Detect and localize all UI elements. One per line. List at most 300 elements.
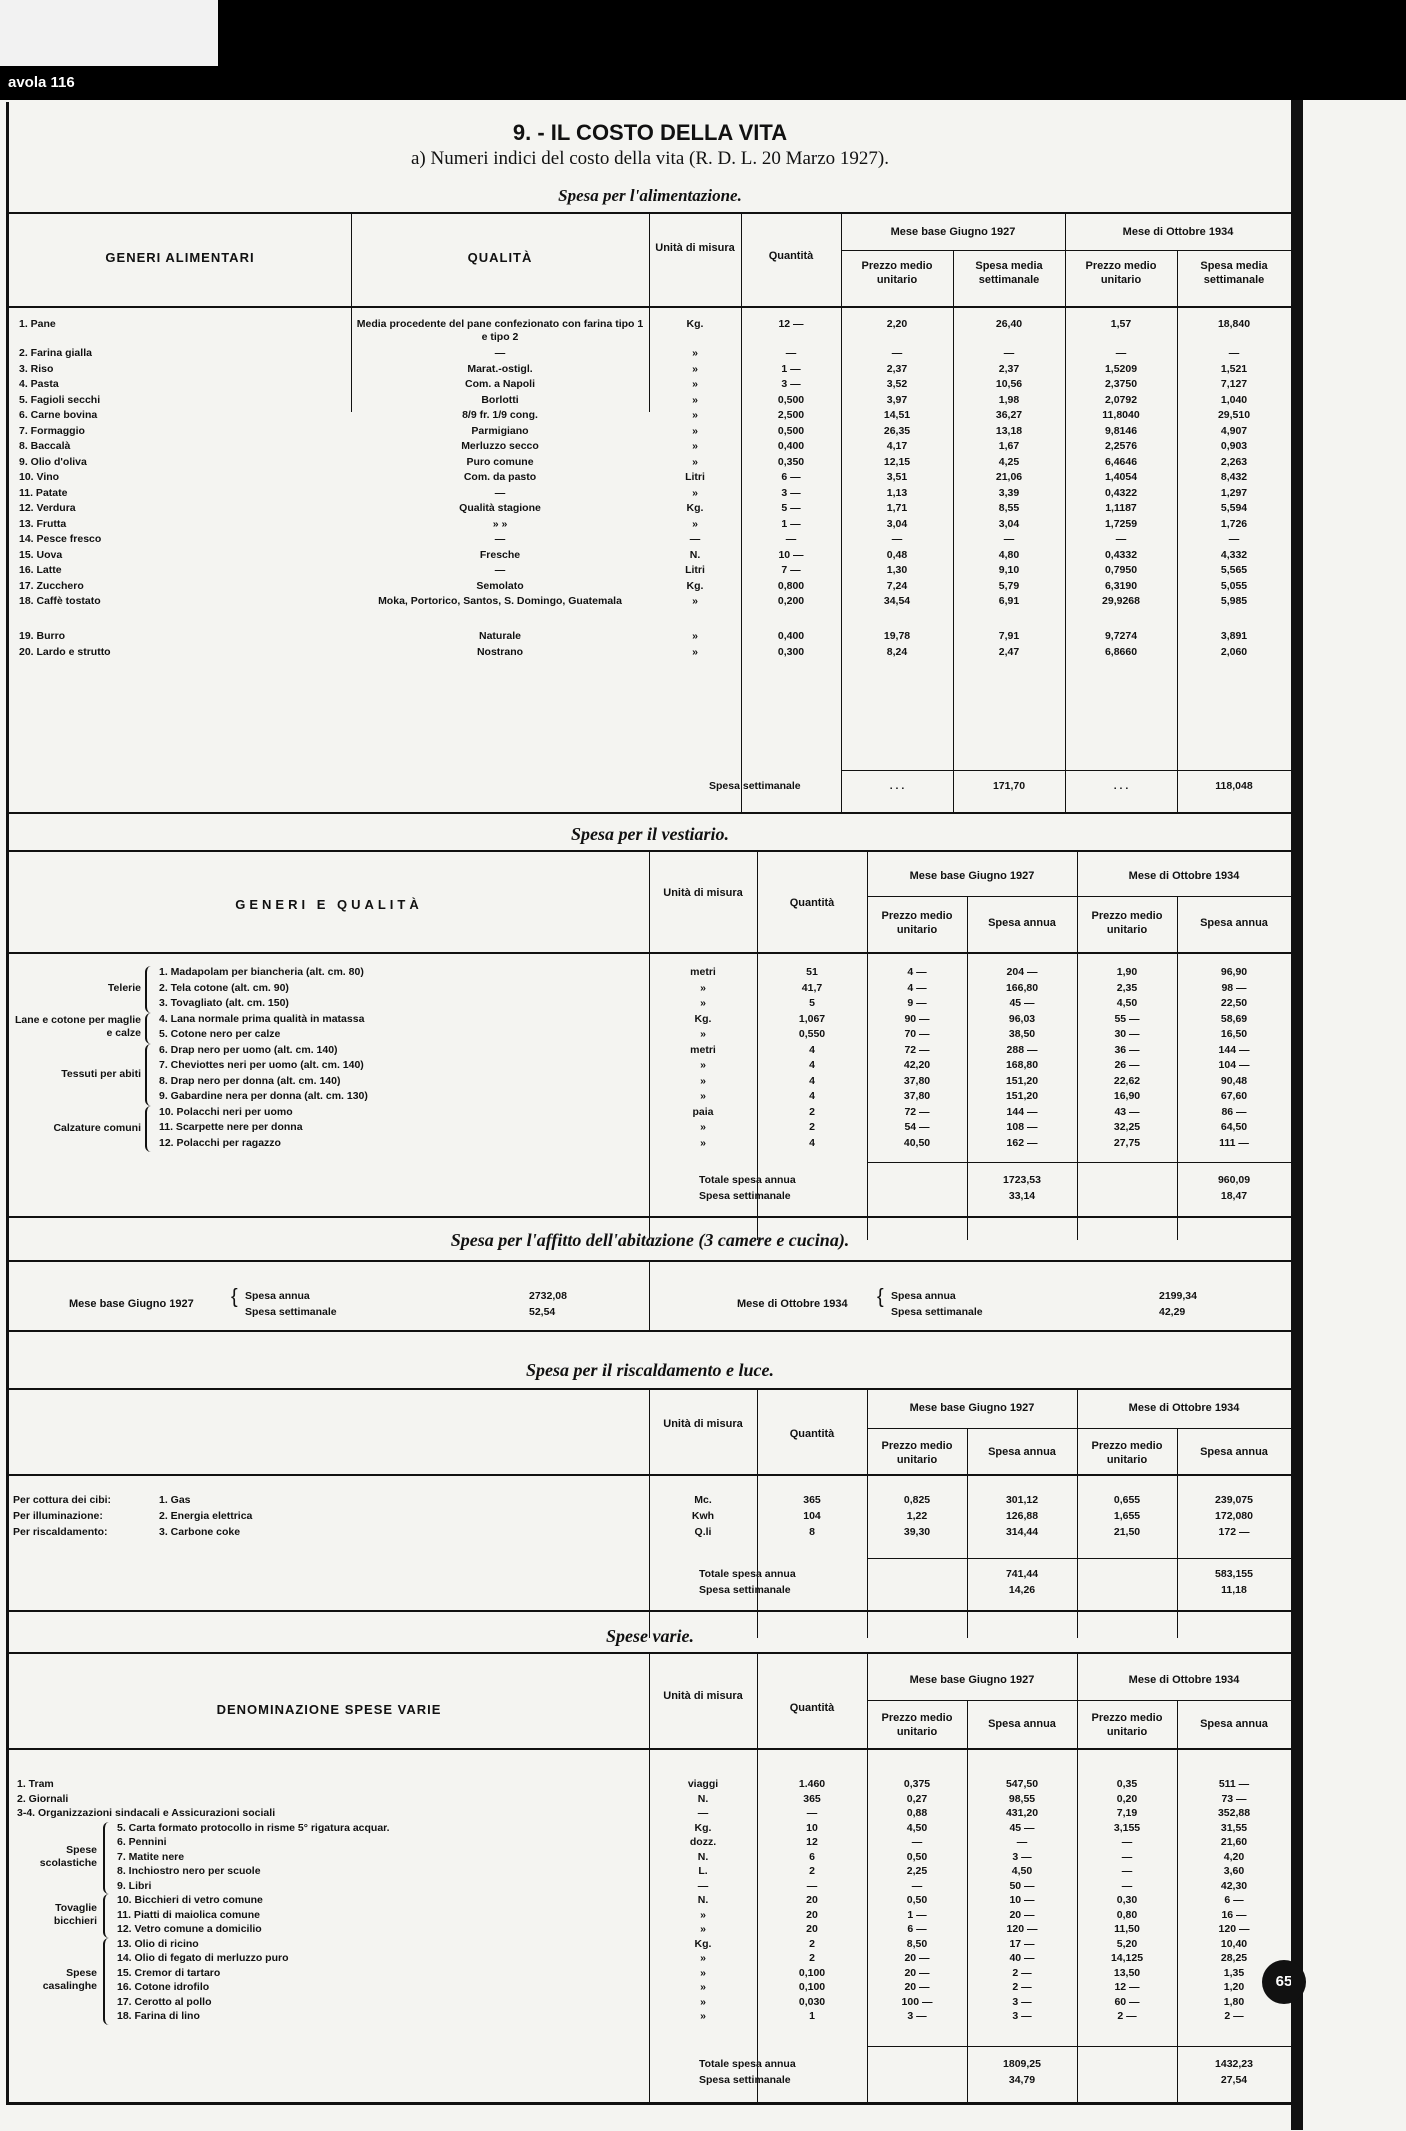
- item-spend-base: 288 —: [1006, 1043, 1038, 1056]
- table-row: [9, 318, 1291, 343]
- item-spend-oct: 172,080: [1215, 1510, 1253, 1522]
- item-quantity: 2: [809, 1105, 815, 1118]
- item-unit: dozz.: [689, 1836, 717, 1848]
- item-price-oct: 9,8146: [1104, 424, 1138, 437]
- item-quantity: 0,300: [777, 645, 805, 658]
- item-spend-oct: 73 —: [1221, 1792, 1247, 1805]
- item-name: 8. Baccalà: [19, 440, 71, 452]
- item-spend-base: 2,47: [998, 645, 1020, 658]
- item-price-base: 4,17: [886, 440, 908, 452]
- item-quality: —: [494, 564, 506, 576]
- item-spend-oct: 120 —: [1218, 1923, 1250, 1935]
- item-spend-base: 162 —: [1006, 1136, 1038, 1149]
- col-base: Mese base Giugno 1927: [909, 870, 1035, 882]
- item-price-base: 42,20: [903, 1059, 931, 1071]
- item-unit: »: [700, 1028, 706, 1040]
- col-spesa-1: Spesa annua: [988, 917, 1056, 929]
- item-price-oct: —: [1121, 1865, 1133, 1877]
- item-quantity: 12 —: [778, 318, 804, 330]
- col-spesa-1: Spesa annua: [988, 1718, 1056, 1730]
- item-name: 11. Scarpette nere per donna: [159, 1121, 303, 1133]
- rule: [867, 2046, 1291, 2047]
- item-price-base: 90 —: [904, 1012, 930, 1025]
- rule: [9, 1330, 1291, 1332]
- heat-s2-annua: 583,155: [1215, 1568, 1253, 1580]
- item-price-oct: 1,90: [1116, 966, 1138, 978]
- table-row: [9, 440, 1291, 454]
- brace: {: [877, 1286, 884, 1308]
- item-quantity: 365: [803, 1792, 821, 1805]
- item-price-oct: 2,35: [1116, 981, 1138, 994]
- item-quantity: 1: [809, 2010, 815, 2022]
- item-spend-oct: 239,075: [1215, 1494, 1253, 1506]
- item-unit: »: [700, 1121, 706, 1133]
- item-quantity: 2: [809, 1121, 815, 1133]
- heat-total-annua-label: Totale spesa annua: [699, 1568, 796, 1580]
- col-oct: Mese di Ottobre 1934: [1128, 870, 1240, 882]
- rule: [841, 250, 1291, 251]
- item-quantity: 0,030: [798, 1995, 826, 2008]
- item-price-base: —: [911, 1836, 923, 1848]
- rent-week-label: Spesa settimanale: [245, 1306, 337, 1318]
- item-price-base: 6 —: [907, 1923, 927, 1935]
- item-name: 3-4. Organizzazioni sindacali e Assicurazioni sociali: [17, 1807, 276, 1819]
- item-price-oct: 1,1187: [1105, 502, 1137, 514]
- item-spend-oct: 4,907: [1220, 424, 1248, 437]
- item-price-oct: 27,75: [1113, 1136, 1141, 1149]
- item-price-base: 2,25: [906, 1865, 928, 1877]
- item-spend-oct: 67,60: [1220, 1090, 1248, 1102]
- item-unit: N.: [697, 1792, 709, 1805]
- item-price-base: 4 —: [907, 966, 927, 978]
- item-spend-base: 6,91: [998, 595, 1020, 607]
- item-quantity: 4: [809, 1059, 815, 1071]
- item-quantity: 8: [809, 1526, 815, 1538]
- table-row: [9, 533, 1291, 547]
- brace: [145, 1044, 153, 1106]
- item-price-oct: 43 —: [1114, 1105, 1140, 1118]
- rent-annua-label-2: Spesa annua: [891, 1290, 956, 1302]
- item-spend-base: 4,80: [998, 548, 1020, 561]
- item-price-base: 26,35: [883, 424, 911, 437]
- table-row: [9, 1967, 1291, 1981]
- item-quality: Qualità stagione: [459, 502, 541, 514]
- item-price-oct: 13,50: [1113, 1966, 1141, 1979]
- item-spend-base: 4,50: [1011, 1865, 1033, 1877]
- item-name: 15. Uova: [19, 548, 63, 561]
- item-quantity: 3 —: [781, 486, 801, 499]
- table-row: [9, 502, 1291, 516]
- item-quantity: 0,550: [798, 1028, 826, 1040]
- item-spend-base: 4,25: [998, 455, 1020, 468]
- item-price-oct: 6,8660: [1104, 645, 1138, 658]
- item-price-oct: 1,57: [1110, 318, 1132, 330]
- item-unit: »: [692, 424, 698, 437]
- table-row: [9, 1059, 1291, 1073]
- food-total-label: Spesa settimanale: [709, 780, 801, 792]
- rent-oct-label: Mese di Ottobre 1934: [737, 1298, 848, 1310]
- table-row: [9, 1526, 1291, 1540]
- item-name: 19. Burro: [19, 630, 66, 642]
- item-unit: Litri: [685, 471, 705, 483]
- heat-total-week-label: Spesa settimanale: [699, 1584, 791, 1596]
- col-prezzo-2: Prezzo medio unitario: [1091, 1440, 1163, 1466]
- item-price-base: 0,27: [906, 1792, 928, 1805]
- item-name: 1. Gas: [159, 1494, 191, 1506]
- item-spend-base: 2,37: [998, 362, 1020, 375]
- item-spend-oct: 29,510: [1217, 409, 1251, 421]
- item-spend-base: 126,88: [1005, 1510, 1039, 1522]
- table-row: [9, 549, 1291, 563]
- item-spend-base: 431,20: [1005, 1807, 1039, 1819]
- item-price-base: 0,50: [906, 1850, 928, 1863]
- item-category: Per illuminazione:: [13, 1510, 103, 1522]
- item-spend-oct: —: [1228, 533, 1240, 545]
- rule: [9, 1748, 1291, 1750]
- item-quality: » »: [492, 517, 508, 530]
- item-price-base: 1,71: [886, 502, 908, 514]
- item-spend-oct: 10,40: [1220, 1937, 1248, 1950]
- misc-total-week-label: Spesa settimanale: [699, 2074, 791, 2086]
- item-quantity: 104: [803, 1510, 821, 1522]
- item-quantity: 20: [806, 1923, 818, 1935]
- item-spend-oct: 172 —: [1218, 1526, 1250, 1538]
- item-quantity: 1.460: [798, 1778, 826, 1790]
- item-unit: »: [692, 517, 698, 530]
- item-spend-oct: 28,25: [1220, 1952, 1248, 1964]
- item-price-base: 1,30: [886, 564, 908, 576]
- document-page: [6, 102, 1294, 2105]
- item-price-base: 3,51: [886, 471, 908, 483]
- item-spend-base: 2 —: [1012, 1981, 1032, 1993]
- item-quantity: 0,200: [777, 595, 805, 607]
- item-unit: »: [700, 1074, 706, 1087]
- item-name: 3. Tovagliato (alt. cm. 150): [159, 997, 289, 1009]
- item-quantity: 2: [809, 1937, 815, 1950]
- item-name: 11. Patate: [19, 486, 68, 499]
- brace: [103, 1938, 111, 2025]
- cloth-s1-week: 33,14: [1008, 1190, 1036, 1202]
- item-price-base: 3 —: [907, 2010, 927, 2022]
- item-quantity: 0,400: [777, 440, 805, 452]
- item-name: 13. Frutta: [19, 517, 67, 530]
- table-row: [9, 1807, 1291, 1821]
- table-row: [9, 564, 1291, 578]
- item-spend-base: 36,27: [995, 409, 1023, 421]
- item-quantity: 20: [806, 1894, 818, 1906]
- item-unit: »: [700, 1966, 706, 1979]
- item-spend-base: 45 —: [1009, 997, 1035, 1009]
- item-unit: N.: [697, 1894, 709, 1906]
- item-quality: Com. a Napoli: [464, 378, 535, 390]
- item-price-base: 1,13: [886, 486, 908, 499]
- item-price-base: 39,30: [903, 1526, 931, 1538]
- item-price-oct: —: [1115, 347, 1127, 359]
- item-spend-base: 166,80: [1005, 981, 1039, 994]
- item-price-oct: 60 —: [1114, 1995, 1140, 2008]
- food-total-s2: 118,048: [1215, 780, 1253, 792]
- item-price-base: 8,24: [886, 645, 908, 658]
- rule: [9, 1216, 1291, 1218]
- item-spend-base: 98,55: [1008, 1792, 1036, 1805]
- table-row: [9, 1894, 1291, 1908]
- item-spend-oct: —: [1228, 347, 1240, 359]
- table-row: [9, 1778, 1291, 1792]
- item-price-base: —: [911, 1879, 923, 1892]
- col-generi-qualita: GENERI E QUALITÀ: [235, 897, 423, 912]
- item-price-oct: 0,30: [1116, 1894, 1138, 1906]
- table-row: [9, 1090, 1291, 1104]
- item-name: 2. Farina gialla: [19, 347, 92, 359]
- item-unit: »: [692, 409, 698, 421]
- item-quality: Parmigiano: [471, 424, 529, 437]
- item-unit: »: [692, 630, 698, 642]
- item-unit: »: [700, 1908, 706, 1921]
- item-spend-base: 9,10: [998, 564, 1020, 576]
- item-price-base: 1 —: [907, 1908, 927, 1921]
- table-row: [9, 580, 1291, 594]
- item-name: 9. Libri: [117, 1879, 152, 1892]
- item-spend-oct: 511 —: [1218, 1778, 1250, 1790]
- item-quantity: 1,067: [798, 1012, 826, 1025]
- item-name: 11. Piatti di maiolica comune: [117, 1908, 260, 1921]
- food-total-s1: 171,70: [992, 780, 1026, 792]
- item-quality: Semolato: [476, 579, 524, 592]
- item-spend-base: 314,44: [1005, 1526, 1039, 1538]
- rule: [9, 1388, 1291, 1390]
- col-spesa-2: Spesa media settimanale: [1200, 260, 1268, 286]
- item-price-base: 20 —: [904, 1981, 930, 1993]
- group-label: Tessuti per abiti: [61, 1067, 141, 1080]
- item-quantity: 6 —: [781, 471, 801, 483]
- item-spend-oct: 2,263: [1220, 455, 1248, 468]
- item-spend-oct: 16 —: [1221, 1908, 1247, 1921]
- item-name: 13. Olio di ricino: [117, 1937, 199, 1950]
- group-label: Lane e cotone per maglie e calze: [14, 1014, 141, 1039]
- cloth-total-annua-label: Totale spesa annua: [699, 1174, 796, 1186]
- item-name: 7. Cheviottes neri per uomo (alt. cm. 140): [159, 1059, 364, 1071]
- table-row: [9, 1909, 1291, 1923]
- item-quality: Merluzzo secco: [461, 440, 539, 452]
- rent-annua-label: Spesa annua: [245, 1290, 310, 1302]
- item-price-base: 19,78: [883, 630, 911, 642]
- item-unit: »: [700, 1059, 706, 1071]
- item-name: 16. Cotone idrofilo: [117, 1981, 210, 1993]
- item-spend-base: 301,12: [1005, 1494, 1039, 1506]
- item-price-oct: 0,4322: [1104, 486, 1138, 499]
- item-price-oct: 55 —: [1114, 1012, 1140, 1025]
- item-name: 16. Latte: [19, 564, 62, 576]
- item-price-oct: 1,7259: [1104, 517, 1138, 530]
- food-total-p2: . . .: [1113, 780, 1129, 792]
- item-name: 15. Cremor di tartaro: [117, 1966, 221, 1979]
- item-name: 4. Lana normale prima qualità in matassa: [159, 1012, 365, 1025]
- item-unit: Kg.: [686, 502, 704, 514]
- item-name: 17. Zucchero: [19, 579, 84, 592]
- item-price-oct: 11,8040: [1102, 409, 1140, 421]
- brace: [145, 1106, 153, 1153]
- misc-s2-week: 27,54: [1220, 2074, 1248, 2086]
- item-name: 2. Energia elettrica: [159, 1510, 253, 1522]
- item-quantity: 4: [809, 1074, 815, 1087]
- item-price-oct: 26 —: [1114, 1059, 1140, 1071]
- item-unit: —: [689, 533, 701, 545]
- item-spend-base: 204 —: [1006, 966, 1038, 978]
- col-spesa-2: Spesa annua: [1200, 917, 1268, 929]
- item-price-base: 70 —: [904, 1028, 930, 1040]
- group-label: Spese scolastiche: [39, 1843, 97, 1869]
- table-row: [9, 1044, 1291, 1058]
- col-unita: Unità di misura: [663, 887, 743, 899]
- item-quantity: 20: [806, 1908, 818, 1921]
- item-spend-base: —: [1003, 533, 1015, 545]
- item-quantity: 10: [806, 1821, 818, 1834]
- item-quantity: —: [785, 347, 797, 359]
- rule: [649, 1260, 650, 1330]
- item-unit: Kg.: [686, 579, 704, 592]
- item-price-oct: 0,4332: [1104, 548, 1138, 561]
- item-quantity: 1 —: [781, 517, 801, 530]
- item-spend-base: 3 —: [1012, 2010, 1032, 2022]
- item-quantity: 5 —: [781, 502, 801, 514]
- item-spend-base: 10,56: [995, 378, 1023, 390]
- table-row: [9, 1121, 1291, 1135]
- item-quality: —: [494, 347, 506, 359]
- item-name: 8. Drap nero per donna (alt. cm. 140): [159, 1074, 341, 1087]
- page-subtitle: a) Numeri indici del costo della vita (R. D. L. 20 Marzo 1927).: [410, 148, 890, 169]
- cloth-s2-annua: 960,09: [1217, 1174, 1251, 1186]
- item-price-oct: 0,20: [1116, 1792, 1138, 1805]
- item-price-base: 2,20: [886, 318, 908, 330]
- item-quantity: 5: [809, 997, 815, 1009]
- item-quantity: 4: [809, 1043, 815, 1056]
- item-spend-base: 3 —: [1012, 1850, 1032, 1863]
- item-price-base: 14,51: [883, 409, 911, 421]
- col-prezzo-1: Prezzo medio unitario: [881, 910, 953, 936]
- item-spend-base: 21,06: [995, 471, 1023, 483]
- table-row: [9, 997, 1291, 1011]
- item-spend-oct: 6 —: [1224, 1894, 1244, 1906]
- item-name: 9. Olio d'oliva: [19, 455, 87, 468]
- item-quality: Com. da pasto: [463, 471, 537, 483]
- table-row: [9, 1851, 1291, 1865]
- item-quantity: 51: [806, 966, 818, 978]
- misc-total-annua-label: Totale spesa annua: [699, 2058, 796, 2070]
- misc-table-body: [9, 1778, 1291, 2038]
- item-unit: Kwh: [691, 1510, 715, 1522]
- item-name: 6. Carne bovina: [19, 409, 98, 421]
- item-quantity: 0,100: [798, 1966, 826, 1979]
- item-quantity: 0,350: [777, 455, 805, 468]
- item-quantity: —: [806, 1807, 818, 1819]
- item-unit: »: [692, 440, 698, 452]
- item-spend-base: 3,04: [998, 517, 1020, 530]
- rule: [9, 1260, 1291, 1262]
- item-spend-oct: 3,891: [1220, 630, 1248, 642]
- table-row: [9, 1793, 1291, 1807]
- item-price-oct: 0,35: [1116, 1778, 1138, 1790]
- item-price-oct: —: [1121, 1879, 1133, 1892]
- table-row: [9, 1510, 1291, 1524]
- item-price-base: 0,88: [906, 1807, 928, 1819]
- item-price-oct: 12 —: [1114, 1981, 1140, 1993]
- item-unit: »: [692, 595, 698, 607]
- brace: [145, 966, 153, 1013]
- table-row: [9, 1028, 1291, 1042]
- item-price-oct: 11,50: [1114, 1923, 1140, 1935]
- item-spend-oct: 31,55: [1220, 1821, 1248, 1834]
- table-label: avola 116: [8, 74, 75, 91]
- item-spend-oct: 21,60: [1220, 1836, 1248, 1848]
- item-price-base: 37,80: [903, 1074, 931, 1087]
- table-row: [9, 1938, 1291, 1952]
- item-unit: »: [700, 1981, 706, 1993]
- item-category: Per riscaldamento:: [13, 1526, 108, 1538]
- item-price-oct: 14,125: [1110, 1952, 1144, 1964]
- group-label: Telerie: [107, 982, 141, 995]
- item-name: 5. Carta formato protocollo in risme 5° rigatura acquar.: [117, 1821, 390, 1834]
- cloth-s2-week: 18,47: [1220, 1190, 1248, 1202]
- item-spend-oct: 104 —: [1218, 1059, 1250, 1071]
- item-spend-base: 108 —: [1006, 1121, 1038, 1133]
- item-unit: »: [692, 393, 698, 406]
- rule: [867, 1428, 1291, 1429]
- col-unita: Unità di misura: [663, 1418, 743, 1430]
- item-price-oct: 2,0792: [1104, 393, 1138, 406]
- col-oct: Mese di Ottobre 1934: [1122, 226, 1234, 238]
- heat-s2-week: 11,18: [1221, 1584, 1247, 1596]
- rent-base-week: 52,54: [529, 1306, 556, 1318]
- item-quantity: 0,500: [777, 424, 805, 437]
- item-unit: Kg.: [694, 1937, 712, 1950]
- item-price-oct: 16,90: [1113, 1090, 1141, 1102]
- item-quantity: 12: [806, 1836, 818, 1848]
- item-spend-base: 1,67: [998, 440, 1020, 452]
- item-unit: paia: [692, 1105, 714, 1118]
- item-spend-oct: 1,521: [1220, 362, 1248, 375]
- item-name: 12. Polacchi per ragazzo: [159, 1136, 281, 1149]
- item-name: 14. Olio di fegato di merluzzo puro: [117, 1952, 289, 1964]
- rule: [9, 952, 1291, 954]
- item-name: 6. Pennini: [117, 1836, 167, 1848]
- group-label: Calzature comuni: [53, 1121, 141, 1134]
- rule: [9, 306, 1291, 308]
- item-price-oct: 36 —: [1114, 1043, 1140, 1056]
- brace: [103, 1894, 111, 1938]
- item-unit: »: [700, 1923, 706, 1935]
- food-table-body: [9, 318, 1291, 788]
- table-row: [9, 1996, 1291, 2010]
- item-price-base: 12,15: [883, 455, 911, 468]
- item-price-oct: 29,9268: [1102, 595, 1140, 607]
- item-spend-base: 151,20: [1005, 1090, 1039, 1102]
- heat-s1-annua: 741,44: [1005, 1568, 1039, 1580]
- table-row: [9, 1981, 1291, 1995]
- item-name: 5. Fagioli secchi: [19, 393, 101, 406]
- rent-oct-annua: 2199,34: [1159, 1290, 1197, 1302]
- item-spend-base: 45 —: [1009, 1821, 1035, 1834]
- item-name: 2. Tela cotone (alt. cm. 90): [159, 981, 289, 994]
- item-price-base: 7,24: [886, 579, 908, 592]
- item-quantity: 0,400: [777, 630, 805, 642]
- item-price-base: 40,50: [903, 1136, 931, 1149]
- item-unit: »: [692, 362, 698, 375]
- item-spend-base: 50 —: [1009, 1879, 1035, 1892]
- item-quantity: 6: [809, 1850, 815, 1863]
- table-row: [9, 347, 1291, 361]
- table-row: [9, 646, 1291, 660]
- rule: [867, 1700, 1291, 1701]
